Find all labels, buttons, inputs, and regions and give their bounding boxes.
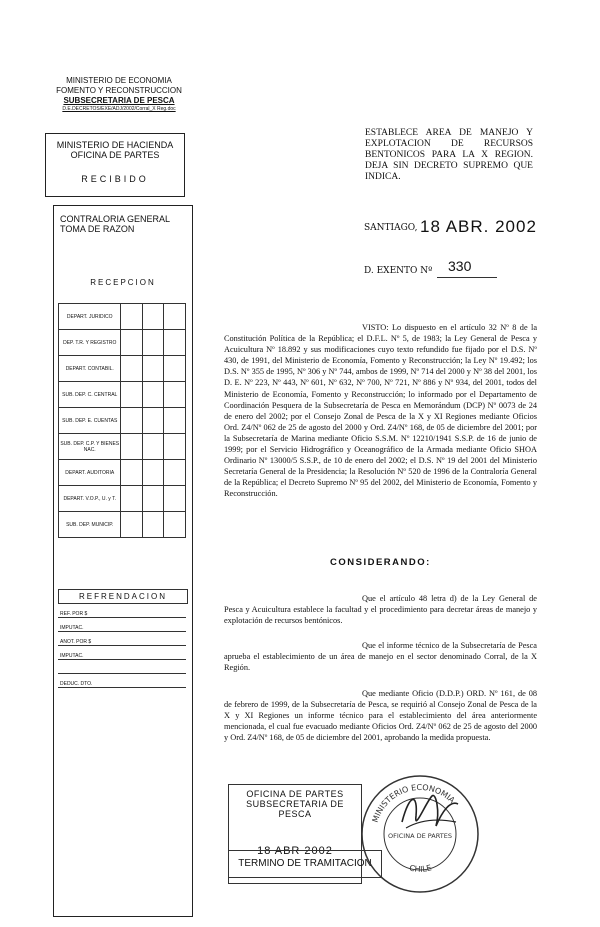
recepcion-cell: [142, 382, 164, 408]
recepcion-row: [59, 486, 186, 512]
recepcion-row: [59, 408, 186, 434]
ministry-subtitle: FOMENTO Y RECONSTRUCCION: [56, 86, 182, 95]
oficina-partes-date: 18 ABR 2002: [257, 845, 333, 857]
refrendacion-row: [58, 604, 186, 618]
recepcion-cell: [142, 512, 164, 538]
recepcion-row: [59, 382, 186, 408]
recepcion-cell: [121, 408, 143, 434]
recepcion-row-label: DEPART. AUDITORIA: [59, 460, 121, 486]
considerando-heading: CONSIDERANDO:: [330, 557, 431, 568]
recepcion-cell: [142, 330, 164, 356]
recepcion-cell: [142, 356, 164, 382]
considerando-paragraph-2: [224, 640, 537, 673]
ministry-name: MINISTERIO DE ECONOMIA: [66, 76, 172, 85]
recepcion-cell: [142, 434, 164, 460]
recepcion-cell: [142, 304, 164, 330]
hacienda-stamp-received: RECIBIDO: [81, 174, 149, 184]
refrendacion-row-label: DEDUC. DTO.: [58, 674, 186, 688]
recepcion-row-label: DEP. T.R. Y REGISTRO: [59, 330, 121, 356]
recepcion-cell: [164, 434, 186, 460]
considerando-text-2: Que el informe técnico de la Subsecretaría de Pesca aprueba el establecimiento de un área de manejo en el sector denominado Corral, de la X Región.: [224, 641, 537, 673]
contraloria-stamp: [53, 205, 193, 917]
recepcion-cell: [121, 330, 143, 356]
hacienda-stamp-office: OFICINA DE PARTES: [70, 150, 160, 160]
considerando-text-3: Que mediante Oficio (D.D.P.) ORD. Nº 161, de 08 de febrero de 1999, de la Subsecretaría de Pesca, se requirió al Consejo Zonal de Pesca de la X y XI Regiones un informe técnico para el establecimiento del área anteriormente mencionada, el cual fue evacuado mediante Oficios Ord. Z4/Nº 062 de 25 de agosto del 2000 y Ord. Z4/Nº 168, de 05 de diciembre del 2001, aprobando la medida propuesta.: [224, 689, 537, 743]
recepcion-row: [59, 304, 186, 330]
refrendacion-table: [58, 604, 186, 688]
refrendacion-row: [58, 632, 186, 646]
termino-tramitacion-box: TERMINO DE TRAMITACION: [228, 850, 382, 878]
recepcion-cell: [142, 460, 164, 486]
recepcion-row: [59, 330, 186, 356]
recepcion-row: [59, 434, 186, 460]
refrendacion-row-label: IMPUTAC.: [58, 618, 186, 632]
exento-label: D. EXENTO Nº: [364, 266, 433, 276]
recepcion-row-label: DEPART. V.O.P., U. y T.: [59, 486, 121, 512]
date-label: SANTIAGO,: [364, 223, 418, 233]
recepcion-row: [59, 356, 186, 382]
recepcion-cell: [121, 304, 143, 330]
recepcion-cell: [121, 460, 143, 486]
refrendacion-label: REFRENDACION: [58, 589, 188, 604]
visto-paragraph: [224, 322, 537, 500]
recepcion-cell: [164, 356, 186, 382]
recepcion-cell: [121, 486, 143, 512]
recepcion-cell: [164, 512, 186, 538]
oficina-partes-title: OFICINA DE PARTES: [246, 789, 344, 799]
recepcion-table: [58, 303, 186, 538]
refrendacion-row-label: [58, 660, 186, 674]
oficina-partes-subtitle: SUBSECRETARIA DE PESCA: [246, 799, 344, 819]
considerando-paragraph-1: [224, 593, 537, 626]
contraloria-title: CONTRALORIA GENERAL: [60, 214, 171, 224]
recepcion-cell: [164, 460, 186, 486]
recepcion-cell: [164, 486, 186, 512]
recepcion-cell: [164, 304, 186, 330]
recepcion-label: RECEPCION: [90, 278, 156, 287]
recepcion-cell: [164, 382, 186, 408]
decree-title: ESTABLECE AREA DE MANEJO Y EXPLOTACION DE RECURSOS BENTONICOS PARA LA X REGION. DEJA SIN DECRETO SUPREMO QUE INDICA.: [365, 128, 533, 182]
refrendacion-row: [58, 646, 186, 660]
recepcion-cell: [121, 434, 143, 460]
recepcion-row-label: SUB. DEP. MUNICIP.: [59, 512, 121, 538]
visto-text: VISTO: Lo dispuesto en el artículo 32 Nº 8 de la Constitución Política de la República; el D.F.L. Nº 5, de 1983; la Ley General de Pesca y Acuicultura Nº 18.892 y sus modificaciones cuyo texto refundido fue fijado por el D.S. Nº 430, de 1991, del Ministerio de Economía, Fomento y Reconstrucción; la Ley Nº 19.492; los D.S. Nº 355 de 1995, Nº 306 y Nº 744, ambos de 1999, Nº 714 del 2000 y Nº 38 del 2001, los D. E. Nº 223, Nº 443, Nº 601, Nº 632, Nº 700, Nº 721, Nº 886 y Nº 934, del 2001, todos del Ministerio de Economía, Fomento y Reconstrucción; lo informado por el Departamento de Coordinación Pesquera de la Subsecretaría de Pesca en Memorándum (DCP) Nº 0073 de 24 de enero del 2002; por el Consejo Zonal de Pesca de la X y XI Regiones mediante Oficios Ord. Z4/Nº 062 de 25 de agosto del 2000 y Ord. Z4/Nº 168, de 05 de diciembre del 2001; por la Subsecretaría de Marina mediante Oficio S.S.M. Nº 12210/1941 S.S.P. de 16 de junio de 1999; por el Servicio Hidrográfico y Oceanográfico de la Armada mediante Oficio SHOA Ordinario Nº 13000/5 S.S.P., de 10 de enero del 2002; el D.S. Nº 19 del 2001 del Ministerio Secretaría General de la Presidencia; la Resolución Nº 520 de 1996 de la Contraloría General de la República; el Decreto Supremo Nº 95 del 2002, del Ministerio de Economía, Fomento y Reconstrucción.: [224, 323, 537, 499]
recepcion-row-label: SUB. DEP. E. CUENTAS: [59, 408, 121, 434]
hacienda-stamp-title: MINISTERIO DE HACIENDA: [56, 140, 174, 150]
recepcion-row-label: SUB. DEP. C.P. Y BIENES NAC.: [59, 434, 121, 460]
exento-number: 330: [448, 258, 472, 274]
refrendacion-row-label: IMPUTAC.: [58, 646, 186, 660]
subsecretaria-name: SUBSECRETARIA DE PESCA: [63, 96, 175, 105]
recepcion-cell: [121, 512, 143, 538]
recepcion-row-label: DEPART. JURIDICO: [59, 304, 121, 330]
recepcion-cell: [142, 408, 164, 434]
ministry-header: [28, 76, 210, 113]
hacienda-received-stamp: [45, 133, 185, 197]
seal-bottom-text: CHILE: [408, 863, 433, 874]
refrendacion-row: [58, 674, 186, 688]
document-file-reference: D.E.DECRETOS/EXE/ADJ/2002/Corral_X Reg.doc: [62, 106, 176, 112]
recepcion-row: [59, 512, 186, 538]
recepcion-row: [59, 460, 186, 486]
recepcion-cell: [142, 486, 164, 512]
seal-outer-text: MINISTERIO ECONOMIA: [370, 782, 457, 824]
recepcion-cell: [164, 408, 186, 434]
recepcion-cell: [121, 356, 143, 382]
refrendacion-row: [58, 618, 186, 632]
recepcion-row-label: DEPART. CONTABIL.: [59, 356, 121, 382]
refrendacion-row-label: REF. POR $: [58, 604, 186, 618]
considerando-text-1: Que el artículo 48 letra d) de la Ley General de Pesca y Acuicultura establece la facultad y el procedimiento para decretar áreas de manejo y explotación de recursos bentónicos.: [224, 594, 537, 626]
refrendacion-row: [58, 660, 186, 674]
refrendacion-row-label: ANOT. POR $: [58, 632, 186, 646]
contraloria-subtitle: TOMA DE RAZON: [60, 224, 135, 234]
recepcion-cell: [164, 330, 186, 356]
date-stamp-value: 18 ABR. 2002: [420, 217, 537, 236]
signature: [396, 782, 466, 842]
seal-center-text: OFICINA DE PARTES: [388, 832, 452, 840]
exento-underline: [437, 277, 497, 278]
recepcion-cell: [121, 382, 143, 408]
considerando-paragraph-3: [224, 688, 537, 743]
recepcion-row-label: SUB. DEP. C. CENTRAL: [59, 382, 121, 408]
